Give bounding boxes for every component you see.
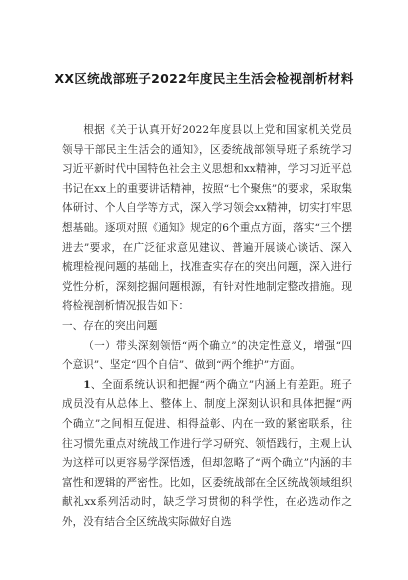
subsection-paragraph: （一）带头深刻领悟“两个确立”的决定性意义，增强“四个意识”、坚定“四个自信”、做到“两个维护”方面。 <box>62 339 352 372</box>
document-title: XX区统战部班子2022年度民主生活会检视剖析材料 <box>54 71 354 86</box>
point-paragraph <box>62 376 352 533</box>
point-number: 1 <box>83 378 91 391</box>
intro-paragraph: 根据《关于认真开好2022年度县以上党和国家机关党员领导干部民主生活会的通知》，区委统战部领导班子系统学习习近平新时代中国特色社会主义思想和xx精神，学习习近平总书记在xx上的重要讲话精神，按照“七个聚焦”的要求，采取集体研讨、个人自学等方式，深入学习领会xx精神，切实打牢思想基础。逐项对照《通知》规定的6个重点方面，落实“三个摆进去”要求，在广泛征求意见建议、普遍开展谈心谈话、深入梳理检视问题的基础上，找准查实存在的突出问题，深入进行党性分析，深刻挖掘问题根源，有针对性地制定整改措施。现将检视剖析情况报告如下： <box>62 124 352 313</box>
document-body <box>62 121 352 532</box>
point-text: 、全面系统认识和把握“两个确立”内涵上有差距。班子成员没有从总体上、整体上、制度上深刻认识和具体把握“两个确立”之间相互促进、相得益彰、内在一致的紧密联系，往往习惯先重点对统战工作进行学习研究、领悟践行，主观上认为这样可以更容易学深悟透，但却忽略了“两个确立”内涵的丰富性和逻辑的严密性。比如，区委统战部在全区统战领域组织献礼xx系列活动时，缺乏学习贯彻的科学性，在必选动作之外，没有结合全区统战实际做好自选 <box>62 378 352 528</box>
section-heading: 一、存在的突出问题 <box>62 319 158 332</box>
